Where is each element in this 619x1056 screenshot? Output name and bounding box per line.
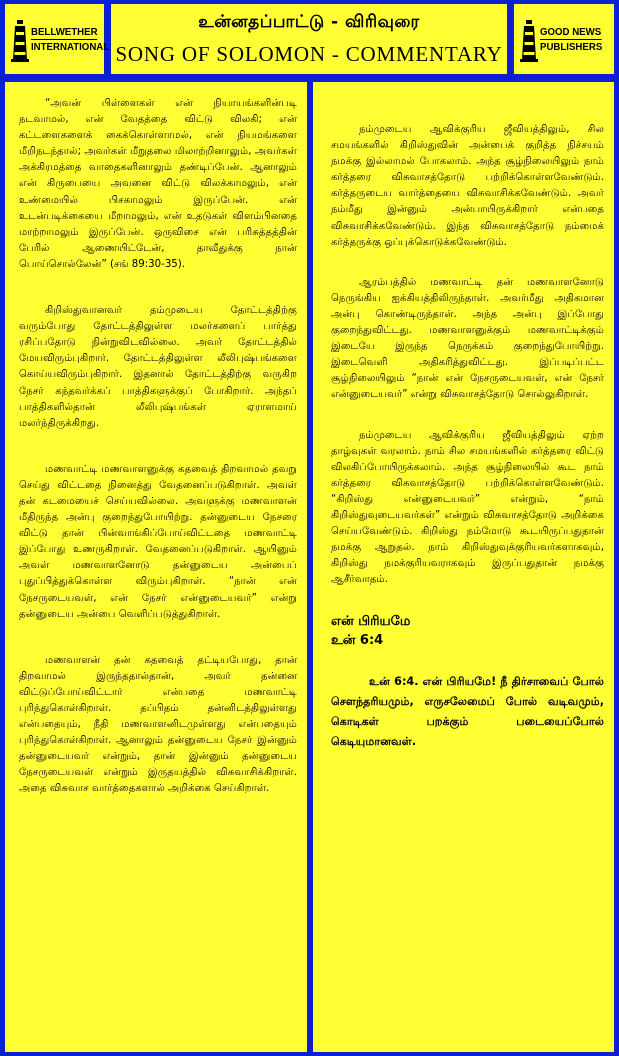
right-column xyxy=(313,82,614,1052)
paragraph: கிறிஸ்துவானவர் தம்முடைய தோட்டத்திற்கு வரும்போது தோட்டத்திலுள்ள மலர்களைப் பார்த்து ரசிப்பதோடு நின்றுவிடவில்லை. அவர் தோட்டத்தில் மேயவிரும்புகிறார். தோட்டத்திலுள்ள லீலிபுஷ்பங்களை கொய்யவிரும்புகிறார். இதனால் தோட்டத்திற்கு வருகிற நேசர் கந்தவர்க்கப் பாத்திகளுக்குப் போகிறார். அந்தப் பாத்திகளில்தான் லீலிபுஷ்பங்கள் ஏராளமாய் மலர்ந்திருக்கிறது. xyxy=(19,305,297,429)
paragraph: “அவன் பிள்ளைகள் என் நியாயங்களின்படி நடவாமல், என் வேதத்தை விட்டு விலகி; என் கட்டளைகளைக் கைக்கொள்ளாமல், என் நியமங்களை மீறிநடந்தால்; அவர்கள் மீறுதலை மிலாற்றினாலும், அவர்கள் அக்கிரமத்தை வாதைகளினாலும் தண்டிப்பேன். ஆனாலும் என் கிருபையை அவனை விட்டு விலக்காமலும், என் உண்மையில் பிசகாமலும் இருப்பேன். என் உடன்படிக்கையை மீறாமலும், என் உதடுகள் விளம்பினதை மாற்றாமலும் இருப்பேன். ஒருவிசை என் பரிசுத்தத்தின் பேரில் ஆணையிட்டேன், தாவீதுக்கு நான் பொய்சொல்லேன்” (சங் 89:30-35). xyxy=(19,98,297,270)
paragraph: ஆரம்பத்தில் மணவாட்டி தன் மணவாளனோடு நெருங்கிய ஐக்கியத்திலிருந்தாள். அவர்மீது அதிகமான அன்பு கொண்டிருந்தாள். அந்த அன்பு இப்போது குறைந்துவிட்டது. மணவாளனுக்கும் மணவாட்டிக்கும் இடையே இருந்த நெருக்கம் குறைந்துபோயிற்று. இடைவெளி அதிகரித்துவிட்டது. இப்படிப்பட்ட சூழ்நிலையிலும் “நான் என் நேசருடையவள், என் நேசர் என்னுடையவர்” என்று விசுவாசத்தோடு சொல்லுகிறாள். xyxy=(331,276,604,401)
lighthouse-icon xyxy=(520,16,538,62)
publisher-logo-bellwether xyxy=(5,4,110,74)
left-column xyxy=(5,82,307,1052)
paragraph: மணவாளன் தன் கதவைத் தட்டியபோது, தான் திறவாமல் இருந்ததால்தான், அவர் தன்னை விட்டுப்போய்விட்டார் என்பதை மணவாட்டி புரிந்துகொள்கிறாள். தப்பிதம் தன்னிடத்திலுள்ளது என்பதையும், நீதி மணவாளனிடமுள்ளது என்பதையும் புரிந்துகொள்கிறாள். ஆனாலும் தன்னுடைய நேசர் இன்னும் தன்னுடையவர் என்றும், தான் இன்னும் தன்னுடைய நேசருடையவள் என்றும் இருதயத்தில் விசுவாசிக்கிறாள். அதை விசுவாச வார்த்தைகளால் அறிக்கை செய்கிறாள். xyxy=(19,654,297,795)
section-heading-reference: உன் 6:4 xyxy=(331,633,384,649)
paragraph: நம்முடைய ஆவிக்குரிய ஜீவியத்திலும் ஏற்ற தாழ்வுகள் வரலாம். நாம் சில சமயங்களில் கர்த்தரை விட்டு விலகிப்போயிருக்கலாம். அந்த சூழ்நிலையில் கூட நாம் கர்த்தரை விசுவாசத்தோடு பற்றிக்கொள்ளவேண்டும். “கிறிஸ்து என்னுடையவர்” என்றும், “நாம் கிறிஸ்துவுடையவர்கள்” என்றும் விசுவாசத்தோடு அறிக்கை செய்யவேண்டும். கிறிஸ்து நம்மோடு கூடயிருப்பதுதான் நமக்கு ஆறுதல். நாம் கிறிஸ்துவுக்குரியவர்களாகவும், கிறிஸ்து நமக்குரியவராகவும் இருப்பதுதான் நமக்கு ஆசீர்வாதம். xyxy=(331,429,604,586)
publisher-logo-goodnews xyxy=(514,4,614,74)
section-heading xyxy=(331,612,604,650)
paragraph: நம்முடைய ஆவிக்குரிய ஜீவியத்திலும், சில சமயங்களில் கிறிஸ்துவின் அன்பைக் குறித்த நிச்சயம் நமக்கு இல்லாமல் போகலாம். அந்த சூழ்நிலையிலும் நாம் கர்த்தரை விசுவாசத்தோடு பற்றிக்கொள்ளவேண்டும். கர்த்தருடைய வார்த்தையை விசுவாசிக்கவேண்டும். அவர் நம்மீது இன்னும் அன்பாயிருக்கிறார் என்பதை விசுவாசிக்கவேண்டும். இந்த விசுவாசத்தோடு நம்மைக் கர்த்தருக்கு ஒப்புக்கொடுக்கவேண்டும். xyxy=(331,124,604,248)
logo-right-line1: GOOD NEWS xyxy=(540,25,602,38)
logo-right-line2: PUBLISHERS xyxy=(540,40,603,53)
page-header xyxy=(111,4,507,74)
logo-left-line2: INTERNATIONAL xyxy=(31,40,110,53)
scripture-verse: உன் 6:4. என் பிரியமே! நீ திர்சாவைப் போல் சௌந்தரியமும், எருசலேமைப் போல் வடிவமும், கொடிகள் பறக்கும் படையைப்போல் கெடியுமானவள். xyxy=(331,675,604,749)
title-english: SONG OF SOLOMON - COMMENTARY xyxy=(115,42,503,66)
logo-left-line1: BELLWETHER xyxy=(31,25,98,38)
title-tamil: உன்னதப்பாட்டு - விரிவுரை xyxy=(198,12,420,32)
paragraph: மணவாட்டி மணவாளனுக்கு கதவைத் திறவாமல் தவறு செய்து விட்டதை நினைத்து வேதனைப்படுகிறாள். அவள் தன் கடமையைச் செய்யவில்லை. அவளுக்கு மணவாளன் மீதிருந்த அன்பு குறைந்துபோயிற்று. தன்னுடைய நேசரை விட்டு தான் பின்வாங்கிப்போய்விட்டதை மணவாட்டி இப்போது உணருகிறாள். வேதனைப்படுகிறாள். ஆயினும் அவள் மணவாளனோடு தன்னுடைய அன்பைப் புதுப்பித்துக்கொள்ள விரும்புகிறாள். “நான் என் நேசருடையவள், என் நேசர் என்னுடையவர்” என்று தன்னுடைய அன்பை வெளிப்படுத்துகிறாள். xyxy=(19,463,297,620)
section-heading-title: என் பிரியமே xyxy=(331,614,411,630)
lighthouse-icon xyxy=(11,16,29,62)
